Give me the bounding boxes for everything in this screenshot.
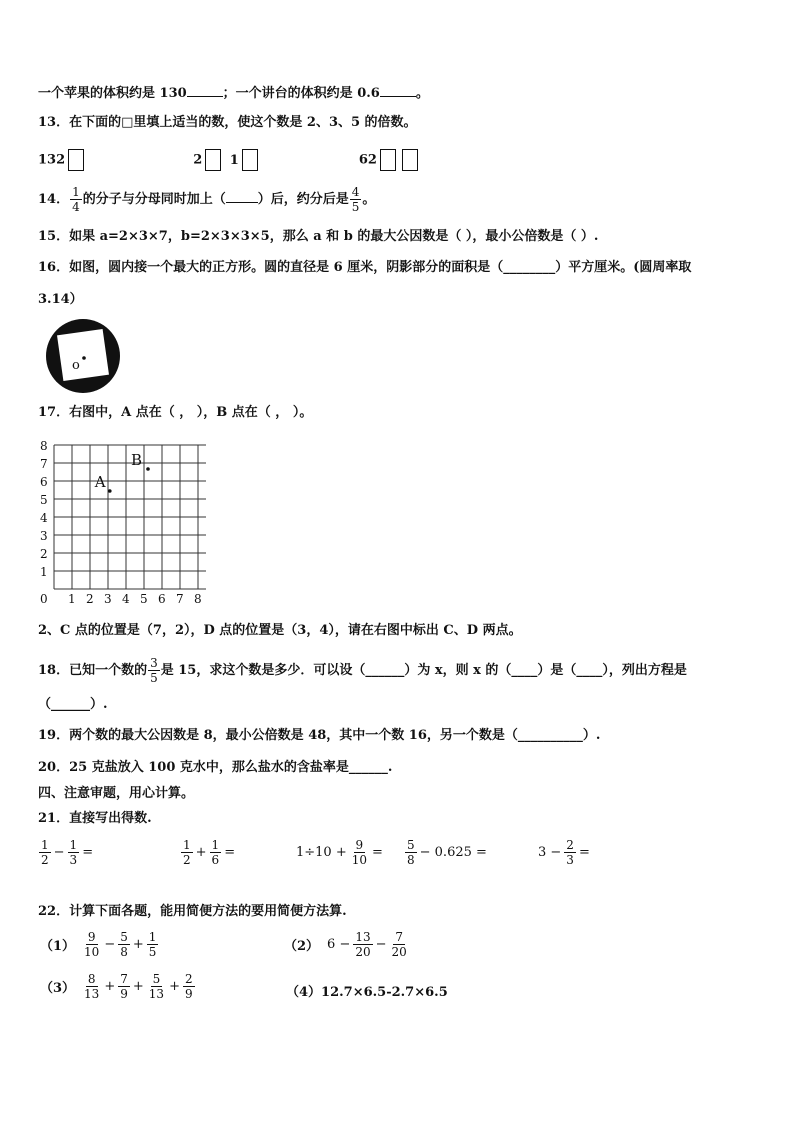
center-label: o [72,358,80,373]
q13-text: 13．在下面的□里填上适当的数，使这个数是 2、3、5 的倍数。 [38,115,417,130]
q16-text-cont: 3.14） [38,292,83,307]
expr-2: $\frac{1}{2}$ + $\frac{1}{6}$ = [183,838,236,867]
point-a [108,489,112,493]
q17-text: 17．右图中，A 点在（ ， ），B 点在（ ， ）。 [38,405,313,420]
q18: 18．已知一个数的 $\frac{3}{5}$ 是 15，求这个数是多少．可以设（______）为 x，则 x 的（____）是（____），列出方程是 [38,656,687,685]
q13-boxes: 132 2 1 62 [38,149,418,171]
y-tick-label: 5 [40,493,48,507]
q17b-text: 2、C 点的位置是（7，2），D 点的位置是（3，4），请在右图中标出 C、D 两点。 [38,623,522,638]
q22-part-3: （3） $\frac{8}{13}$ + $\frac{7}{9}$ + $\frac{5}{13}$ + $\frac{2}{9}$ [40,972,193,1001]
fraction: $\frac{1}{4}$ [72,185,80,214]
x-tick-label: 5 [140,592,148,606]
y-tick-label: 1 [40,565,48,579]
y-tick-label: 4 [40,511,48,525]
x-tick-label: 7 [176,592,184,606]
blank-2[interactable] [380,83,416,97]
q20-text: 20．25 克盐放入 100 克水中，那么盐水的含盐率是______. [38,760,393,775]
x-tick-label: 1 [68,592,76,606]
expr-4: $\frac{5}{8}$ − 0.625 = [407,838,487,867]
expr-5: 3 − $\frac{2}{3}$ = [538,838,590,867]
x-tick-label: 2 [86,592,94,606]
y-tick-label: 7 [40,457,48,471]
q19-text: 19．两个数的最大公因数是 8，最小公倍数是 48，其中一个数 16，另一个数是（__________）. [38,728,601,743]
q16-text: 16．如图，圆内接一个最大的正方形。圆的直径是 6 厘米，阴影部分的面积是（________）平方厘米。(圆周率取 [38,260,692,275]
q14: 14． $\frac{1}{4}$ 的分子与分母同时加上（ ）后，约分后是 $\frac{4}{5}$ 。 [38,185,376,214]
volume-question: 一个苹果的体积约是 130 ；一个讲台的体积约是 0.6 。 [38,83,429,103]
point-b-label: B [131,451,143,469]
fill-box[interactable] [242,149,258,171]
circle-square-figure [44,318,124,394]
y-tick-label: 8 [40,439,48,453]
fraction: $\frac{4}{5}$ [351,185,360,214]
x-tick-label: 3 [104,592,112,606]
q22-part-2: （2） 6 − $\frac{13}{20}$ − $\frac{7}{20}$ [284,930,407,959]
fill-box[interactable] [205,149,221,171]
q22-part-1: （1） $\frac{9}{10}$ − $\frac{5}{8}$ + $\frac{1}{5}$ [40,930,157,959]
fill-box[interactable] [402,149,418,171]
x-tick-label: 0 [40,592,48,606]
q22-part-4: （4）12.7×6.5-2.7×6.5 [286,985,448,1000]
blank[interactable] [226,189,258,203]
x-tick-label: 4 [122,592,130,606]
point-b [146,467,150,471]
y-tick-label: 6 [40,475,48,489]
blank-1[interactable] [187,83,223,97]
q22-text: 22．计算下面各题，能用简便方法的要用简便方法算. [38,904,347,919]
fill-box[interactable] [380,149,396,171]
fill-box[interactable] [68,149,84,171]
x-tick-label: 6 [158,592,166,606]
y-tick-label: 3 [40,529,48,543]
expr-3: 1÷10 + $\frac{9}{10}$ = [296,838,383,867]
coordinate-grid [36,436,206,611]
q21-text: 21．直接写出得数. [38,811,152,826]
fraction: $\frac{3}{5}$ [150,656,158,685]
x-tick-label: 8 [194,592,202,606]
q15-text: 15．如果 a=2×3×7，b=2×3×3×5，那么 a 和 b 的最大公因数是（ ），最小公倍数是（ ）. [38,229,599,244]
expr-1: $\frac{1}{2}$ − $\frac{1}{3}$ = [41,838,94,867]
section-heading: 四、注意审题，用心计算。 [38,786,195,801]
q18-cont: （______）. [38,697,108,712]
point-a-label: A [94,473,106,491]
y-tick-label: 2 [40,547,48,561]
